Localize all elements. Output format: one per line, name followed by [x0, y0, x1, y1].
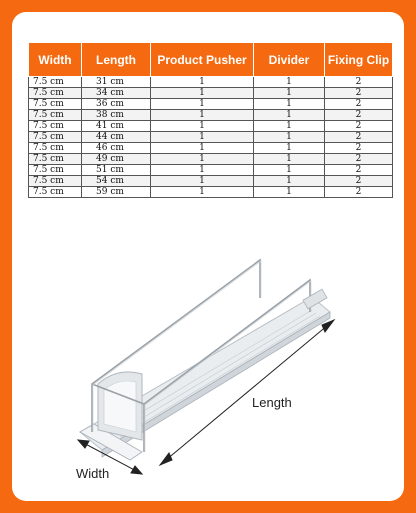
- cell-fixing-clip: 2: [325, 88, 393, 99]
- cell-divider: 1: [254, 121, 325, 132]
- header-divider: Divider: [254, 43, 325, 77]
- cell-divider: 1: [254, 77, 325, 88]
- cell-length: 49 cm: [82, 154, 151, 165]
- cell-length: 36 cm: [82, 99, 151, 110]
- cell-divider: 1: [254, 143, 325, 154]
- cell-divider: 1: [254, 176, 325, 187]
- cell-divider: 1: [254, 187, 325, 198]
- cell-width: 7.5 cm: [29, 176, 82, 187]
- cell-length: 31 cm: [82, 77, 151, 88]
- cell-product-pusher: 1: [151, 99, 254, 110]
- content-card: [12, 12, 404, 501]
- cell-width: 7.5 cm: [29, 154, 82, 165]
- cell-fixing-clip: 2: [325, 110, 393, 121]
- cell-product-pusher: 1: [151, 132, 254, 143]
- cell-fixing-clip: 2: [325, 121, 393, 132]
- cell-product-pusher: 1: [151, 143, 254, 154]
- cell-divider: 1: [254, 165, 325, 176]
- header-length: Length: [82, 43, 151, 77]
- cell-fixing-clip: 2: [325, 187, 393, 198]
- cell-fixing-clip: 2: [325, 77, 393, 88]
- cell-product-pusher: 1: [151, 121, 254, 132]
- cell-width: 7.5 cm: [29, 143, 82, 154]
- length-label: Length: [252, 395, 292, 410]
- cell-width: 7.5 cm: [29, 165, 82, 176]
- pusher-shelf-illustration: [12, 12, 404, 501]
- cell-length: 59 cm: [82, 187, 151, 198]
- cell-fixing-clip: 2: [325, 154, 393, 165]
- cell-length: 51 cm: [82, 165, 151, 176]
- header-width: Width: [29, 43, 82, 77]
- header-product-pusher: Product Pusher: [151, 43, 254, 77]
- cell-product-pusher: 1: [151, 154, 254, 165]
- cell-width: 7.5 cm: [29, 77, 82, 88]
- cell-divider: 1: [254, 88, 325, 99]
- cell-length: 46 cm: [82, 143, 151, 154]
- cell-width: 7.5 cm: [29, 110, 82, 121]
- cell-divider: 1: [254, 99, 325, 110]
- cell-fixing-clip: 2: [325, 99, 393, 110]
- cell-width: 7.5 cm: [29, 132, 82, 143]
- cell-product-pusher: 1: [151, 110, 254, 121]
- cell-product-pusher: 1: [151, 77, 254, 88]
- cell-divider: 1: [254, 154, 325, 165]
- cell-product-pusher: 1: [151, 176, 254, 187]
- cell-fixing-clip: 2: [325, 165, 393, 176]
- cell-fixing-clip: 2: [325, 143, 393, 154]
- cell-product-pusher: 1: [151, 165, 254, 176]
- width-label: Width: [76, 466, 110, 481]
- cell-length: 34 cm: [82, 88, 151, 99]
- cell-width: 7.5 cm: [29, 187, 82, 198]
- cell-length: 38 cm: [82, 110, 151, 121]
- cell-width: 7.5 cm: [29, 88, 82, 99]
- cell-width: 7.5 cm: [29, 99, 82, 110]
- cell-fixing-clip: 2: [325, 176, 393, 187]
- cell-width: 7.5 cm: [29, 121, 82, 132]
- cell-product-pusher: 1: [151, 187, 254, 198]
- cell-product-pusher: 1: [151, 88, 254, 99]
- cell-length: 41 cm: [82, 121, 151, 132]
- cell-length: 44 cm: [82, 132, 151, 143]
- cell-length: 54 cm: [82, 176, 151, 187]
- cell-divider: 1: [254, 110, 325, 121]
- header-fixing-clip: Fixing Clip: [325, 43, 393, 77]
- cell-fixing-clip: 2: [325, 132, 393, 143]
- cell-divider: 1: [254, 132, 325, 143]
